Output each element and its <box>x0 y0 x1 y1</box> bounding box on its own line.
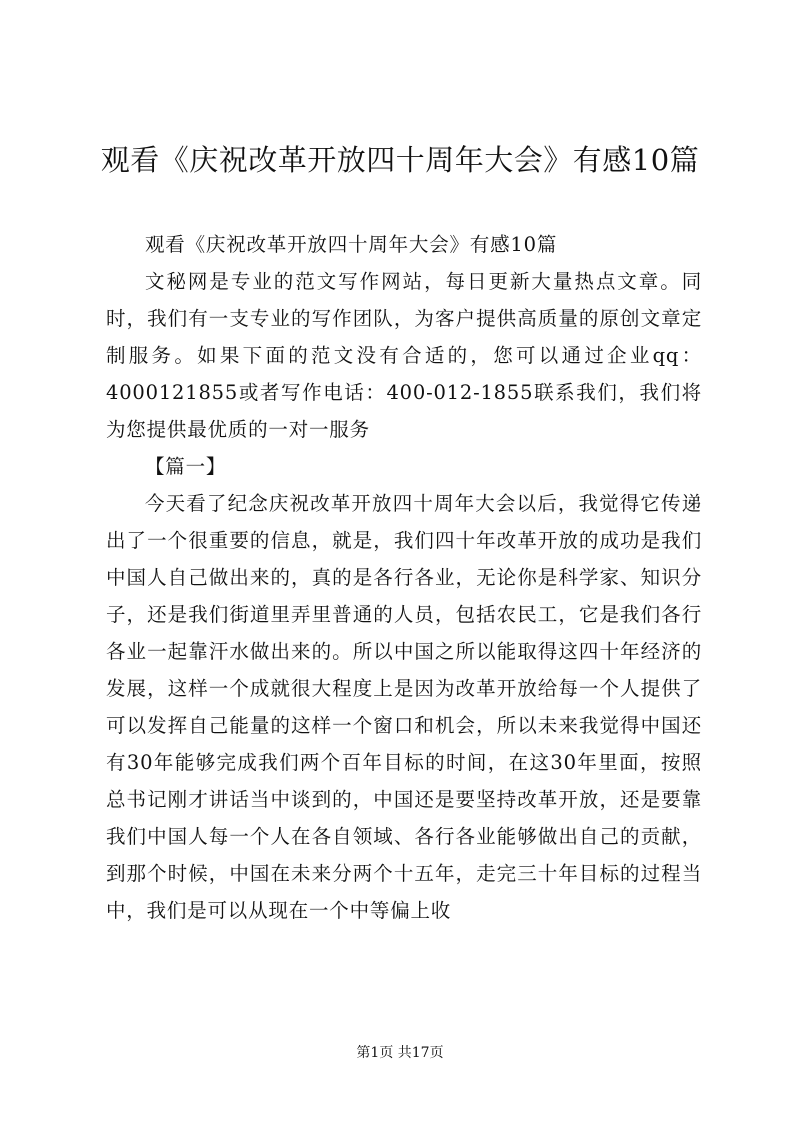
page-footer: 第1页 共17页 <box>356 1045 444 1061</box>
document-body <box>106 226 702 929</box>
section-heading: 【篇一】 <box>145 455 227 478</box>
body-paragraph: 今天看了纪念庆祝改革开放四十周年大会以后，我觉得它传递出了一个很重要的信息，就是，我们四十年改革开放的成功是我们中国人自己做出来的，真的是各行各业，无论你是科学家、知识分子，还是我们街道里弄里普通的人员，包括农民工，它是我们各行各业一起靠汗水做出来的。所以中国之所以能取得这四十年经济的发展，这样一个成就很大程度上是因为改革开放给每一个人提供了可以发挥自己能量的这样一个窗口和机会，所以未来我觉得中国还有30年能够完成我们两个百年目标的时间，在这30年里面，按照总书记刚才讲话当中谈到的，中国还是要坚持改革开放，还是要靠我们中国人每一个人在各自领域、各行各业能够做出自己的贡献，到那个时候，中国在未来分两个十五年，走完三十年目标的过程当中，我们是可以从现在一个中等偏上收 <box>106 492 702 922</box>
intro-paragraph: 文秘网是专业的范文写作网站，每日更新大量热点文章。同时，我们有一支专业的写作团队，为客户提供高质量的原创文章定制服务。如果下面的范文没有合适的，您可以通过企业qq：4000121855或者写作电话：400-012-1855联系我们，我们将为您提供最优质的一对一服务 <box>106 270 702 441</box>
document-title: 观看《庆祝改革开放四十周年大会》有感10篇 <box>100 143 700 177</box>
subtitle-paragraph: 观看《庆祝改革开放四十周年大会》有感10篇 <box>145 233 558 256</box>
